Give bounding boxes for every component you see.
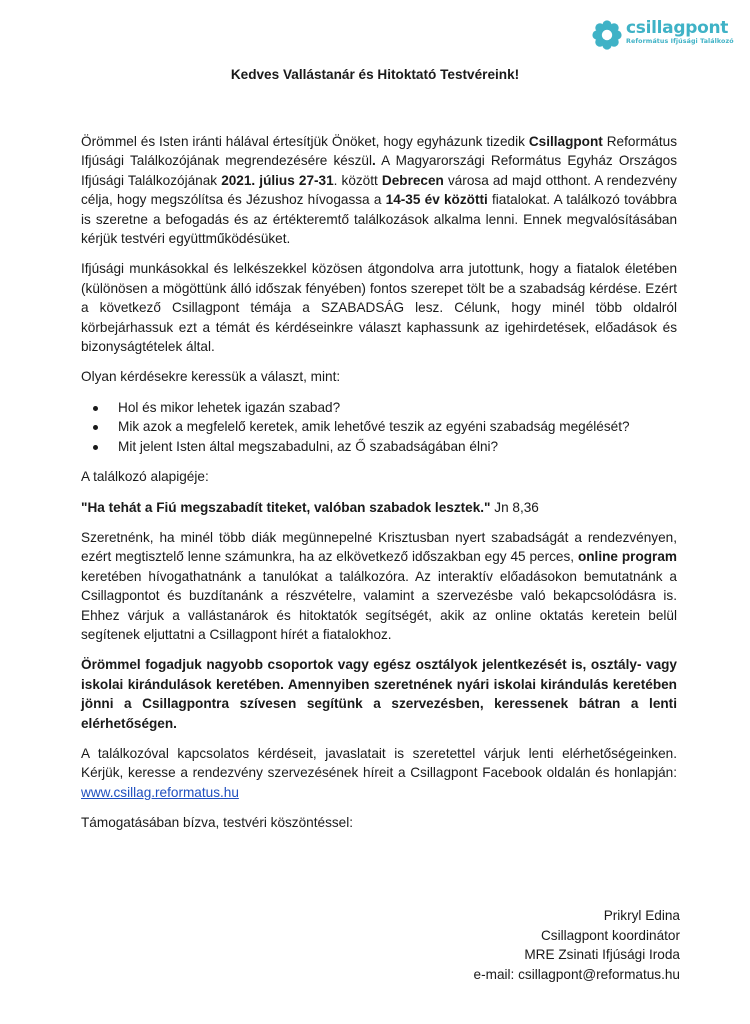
signatory-office: MRE Zsinati Ifjúsági Iroda bbox=[524, 947, 680, 963]
question-list bbox=[81, 398, 677, 456]
paragraph-verse-intro: A találkozó alapigéje: bbox=[81, 469, 209, 485]
signatory-name: Prikryl Edina bbox=[603, 908, 680, 923]
logo-name: csillagpont bbox=[626, 18, 729, 38]
signatory-email: e-mail: csillagpont@reformatus.hu bbox=[473, 966, 680, 982]
logo-subtitle: Református Ifjúsági Találkozó bbox=[626, 38, 734, 45]
list-item: Mit jelent Isten által megszabadulni, az Ő szabadságában élni? bbox=[81, 437, 677, 456]
bullet-icon bbox=[93, 406, 98, 411]
verse-quote: "Ha tehát a Fiú megszabadít titeket, valóban szabadok lesztek." bbox=[81, 499, 491, 515]
signature-block bbox=[474, 906, 680, 984]
letter-body bbox=[81, 132, 677, 844]
bullet-icon bbox=[93, 445, 98, 450]
paragraph-online-program: Szeretnénk, ha minél több diák megünnepelné Krisztusban nyert szabadságát a rendezvényen, ezért megtisztelő lenne számunkra, ha az elkövetkező időszakban egy 45 perces, online program keretében hívogathatnánk a tanulókat a találkozóra. Az interaktív előadásokon bemutatnánk a Csillagpontot és buzdítanánk a részvételre, valamint a szervezésbe való bekapcsolódásra is. Ehhez várjuk a vallástanárok és hitoktatók segítségét, akik az online oktatás keretein belül segítenek eljuttatni a Csillagpont hírét a fiatalokhoz. bbox=[81, 529, 677, 642]
csillagpont-logo bbox=[592, 18, 742, 54]
paragraph-contact: A találkozóval kapcsolatos kérdéseit, javaslatait is szeretettel várjuk lenti elérhetőségeinken. Kérjük, keresse a rendezvény szervezésének híreit a Csillagpont Facebook oldalán és honlapján: www.csillag.reformatus.hu bbox=[81, 745, 677, 800]
website-link[interactable]: www.csillag.reformatus.hu bbox=[81, 784, 239, 800]
signatory-role: Csillagpont koordinátor bbox=[540, 927, 680, 943]
list-item: Mik azok a megfelelő keretek, amik lehetővé teszik az egyéni szabadság megélését? bbox=[81, 417, 677, 436]
paragraph-theme: Ifjúsági munkásokkal és lelkészekkel közösen átgondolva arra jutottunk, hogy a fiatalok életében (különösen a mögöttünk álló időszak fényében) fontos szerepet tölt be a szabadság kérdése. Ezért a következő Csillagpont témája a SZABADSÁG lesz. Célunk, hogy minél több oldalról körbejárhassuk ezt a témát és kérdéseinkre választ kaphassunk az igehirdetések, előadások és bizonyságtételek által. bbox=[81, 261, 677, 355]
event-city: Debrecen bbox=[381, 172, 444, 188]
age-range: 14-35 év közötti bbox=[385, 192, 488, 208]
paragraph-closing: Támogatásában bízva, testvéri köszöntéssel: bbox=[81, 815, 354, 831]
bullet-icon bbox=[93, 425, 98, 430]
paragraph-groups: Örömmel fogadjuk nagyobb csoportok vagy egész osztályok jelentkezését is, osztály- vagy iskolai kirándulások keretében. Amennyiben szeretnének nyári iskolai kirándulás keretében jönni a Csillagpontra szívesen segítünk a szervezésben, keressenek bátran a lenti elérhetőségen. bbox=[81, 657, 677, 731]
event-dates: 2021. július 27-31 bbox=[221, 172, 334, 188]
paragraph-intro: Örömmel és Isten iránti hálával értesítjük Önöket, hogy egyházunk tizedik Csillagpont Református Ifjúsági Találkozójának megrendezésére készül. A Magyarországi Református Egyház Országos Ifjúsági Találkozójának 2021. július 27-31. között Debrecen városa ad majd otthont. A rendezvény célja, hogy megszólítsa és Jézushoz hívogassa a 14-35 év közötti fiatalokat. A találkozó továbbra is szeretne a befogadás és az értékteremtő találkozások alkalma lenni. Ennek megvalósításában kérjük testvéri együttműködésüket. bbox=[81, 134, 677, 247]
flower-star-icon bbox=[592, 20, 622, 50]
letter-salutation: Kedves Vallástanár és Hitoktató Testvéreink! bbox=[230, 67, 520, 82]
bible-verse bbox=[81, 498, 677, 517]
list-item: Hol és mikor lehetek igazán szabad? bbox=[81, 398, 677, 417]
verse-reference: Jn 8,36 bbox=[490, 499, 539, 515]
paragraph-questions-intro: Olyan kérdésekre keressük a választ, mint: bbox=[81, 369, 341, 385]
